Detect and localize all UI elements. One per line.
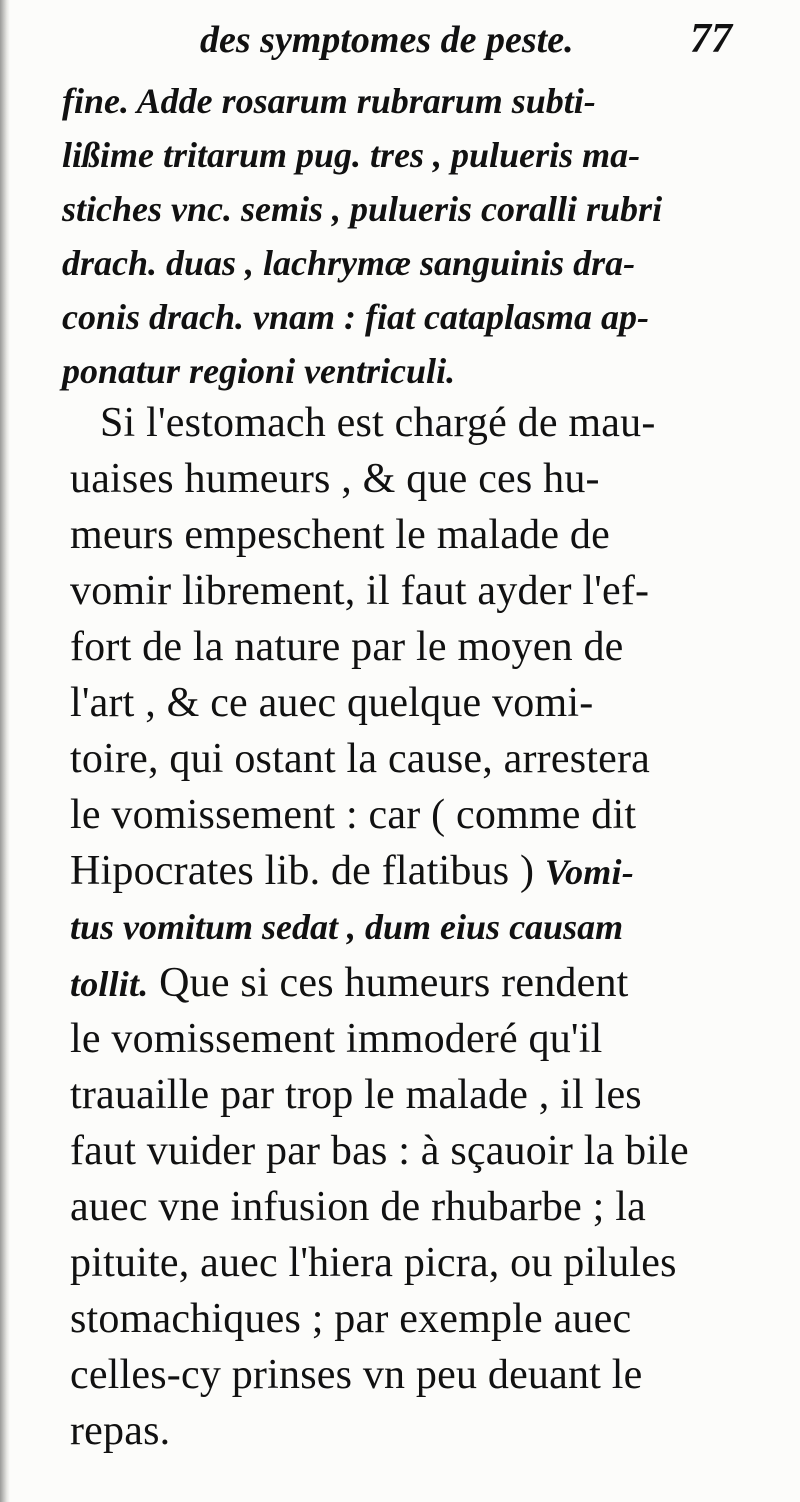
text-line-italic: tollit. — [70, 964, 149, 1004]
text-line-roman: Que si ces humeurs rendent — [159, 960, 629, 1006]
text-line: lißime tritarum pug. tres , pulueris ma- — [62, 135, 641, 175]
text-line: conis drach. vnam : fiat cataplasma ap- — [62, 297, 649, 337]
text-line: toire, qui ostant la cause, arrestera — [70, 736, 650, 782]
text-line: repas. — [70, 1408, 171, 1454]
text-line: vomir librement, il faut ayder l'ef- — [70, 568, 650, 614]
text-line: meurs empeschent le malade de — [70, 512, 610, 558]
text-line: trauaille par trop le malade , il les — [70, 1072, 642, 1118]
page-header — [0, 10, 800, 70]
page-number: 77 — [690, 16, 732, 62]
page-gutter-shadow — [0, 0, 10, 1502]
text-line-roman: Hipocrates lib. de flatibus ) — [70, 848, 535, 894]
text-line: fine. Adde rosarum rubrarum subti- — [62, 81, 596, 121]
text-line: drach. duas , lachrymæ sanguinis dra- — [62, 243, 636, 283]
running-head: des symptomes de peste. — [200, 19, 574, 61]
text-line: le vomissement : car ( comme dit — [70, 792, 637, 838]
text-line: celles-cy prinses vn peu deuant le — [70, 1352, 643, 1398]
text-line: stiches vnc. semis , pulueris coralli rubri — [62, 189, 663, 229]
text-line-italic: Vomi- — [544, 852, 634, 892]
text-line: uaises humeurs , & que ces hu- — [70, 456, 600, 502]
text-line: l'art , & ce auec quelque vomi- — [70, 680, 594, 726]
text-line: tus vomitum sedat , dum eius causam — [70, 907, 624, 947]
text-line — [70, 956, 629, 1010]
text-line — [70, 844, 634, 898]
text-line: auec vne infusion de rhubarbe ; la — [70, 1184, 646, 1230]
text-line: pituite, auec l'hiera picra, ou pilules — [70, 1240, 677, 1286]
text-line: stomachiques ; par exemple auec — [70, 1296, 632, 1342]
text-line: Si l'estomach est chargé de mau- — [100, 400, 656, 446]
text-line: le vomissement immoderé qu'il — [70, 1016, 603, 1062]
text-line: ponatur regioni ventriculi. — [62, 351, 456, 391]
text-line: fort de la nature par le moyen de — [70, 624, 624, 670]
text-line: faut vuider par bas : à sçauoir la bile — [70, 1128, 689, 1174]
